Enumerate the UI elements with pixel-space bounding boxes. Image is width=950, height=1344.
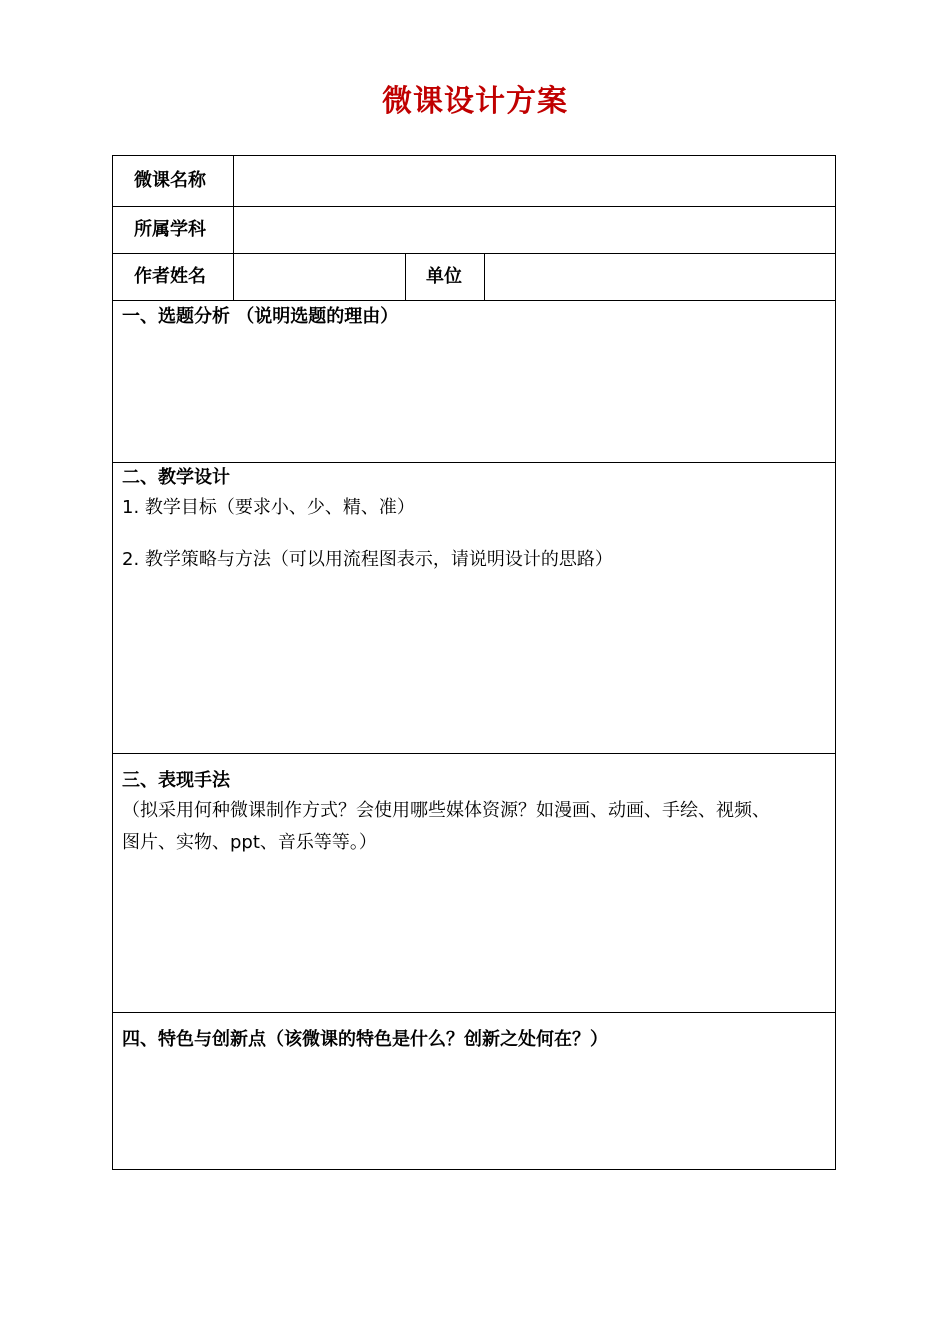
row-divider-subject (112, 253, 836, 254)
section-divider-expression (112, 1012, 836, 1013)
form-border-bottom (112, 1169, 836, 1170)
expression-description-line1: （拟采用何种微课制作方式？会使用哪些媒体资源？如漫画、动画、手绘、视频、 (122, 800, 770, 821)
expression-heading: 三、表现手法 (122, 770, 230, 791)
innovation-heading: 四、特色与创新点（该微课的特色是什么？创新之处何在？） (122, 1029, 608, 1050)
unit-label: 单位 (426, 266, 462, 287)
subject-field[interactable] (235, 208, 833, 252)
teaching-goal-item: 1. 教学目标（要求小、少、精、准） (122, 497, 415, 518)
form-border-right (835, 155, 836, 1170)
unit-field[interactable] (486, 255, 833, 299)
course-name-label: 微课名称 (134, 170, 206, 191)
design-form (112, 155, 836, 1170)
innovation-field[interactable] (114, 1055, 834, 1168)
teaching-design-heading: 二、教学设计 (122, 467, 230, 488)
section-divider-topic (112, 462, 836, 463)
teaching-design-field[interactable] (114, 577, 834, 752)
form-border-left (112, 155, 113, 1170)
topic-analysis-heading: 一、选题分析 （说明选题的理由） (122, 306, 399, 327)
author-field[interactable] (235, 255, 404, 299)
subject-label: 所属学科 (134, 219, 206, 240)
document-title: 微课设计方案 (382, 84, 568, 119)
topic-analysis-field[interactable] (114, 333, 834, 461)
expression-field[interactable] (114, 861, 834, 1011)
section-divider-design (112, 753, 836, 754)
unit-label-right-divider (484, 253, 485, 300)
course-name-field[interactable] (235, 157, 833, 205)
row-divider-author (112, 300, 836, 301)
unit-label-left-divider (405, 253, 406, 300)
row-divider-name (112, 206, 836, 207)
label-column-divider (233, 155, 234, 300)
expression-description-line2: 图片、实物、ppt、音乐等等。） (122, 832, 377, 853)
form-border-top (112, 155, 836, 156)
author-label: 作者姓名 (134, 266, 206, 287)
teaching-strategy-item: 2. 教学策略与方法（可以用流程图表示，请说明设计的思路） (122, 549, 613, 570)
